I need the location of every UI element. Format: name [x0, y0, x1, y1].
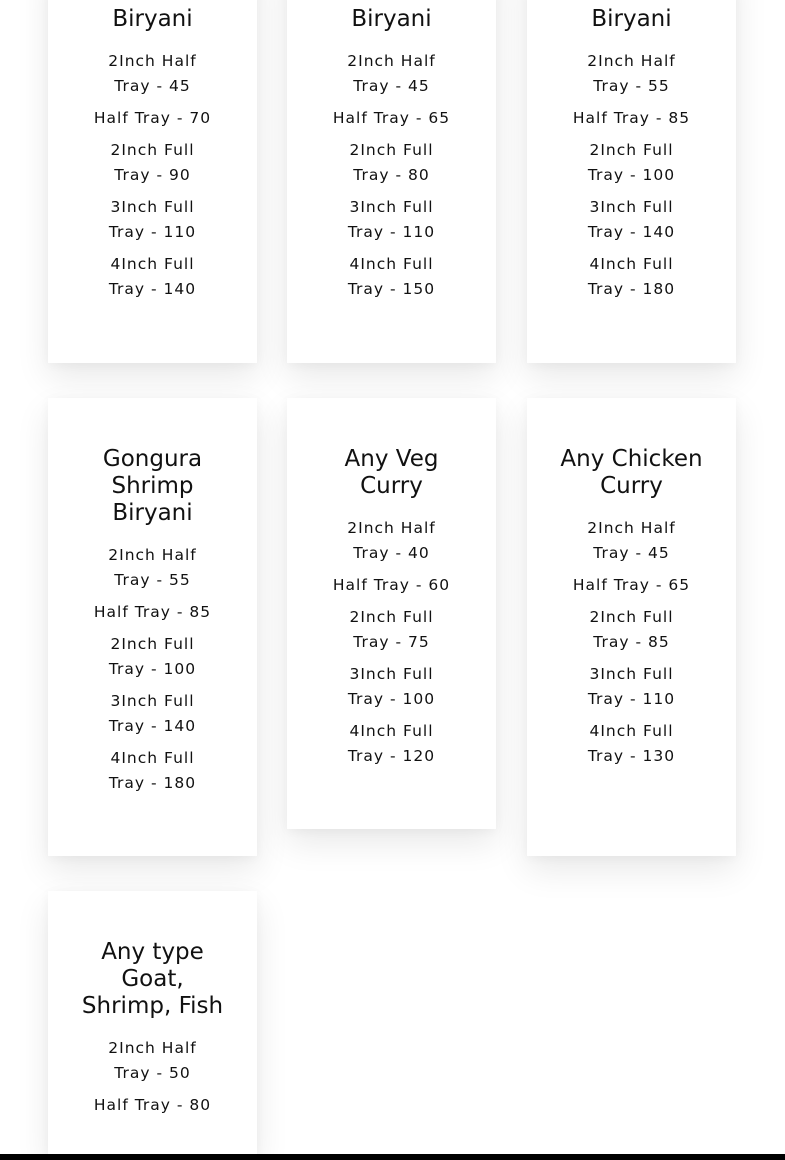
price-item: 2Inch Full Tray - 90	[110, 141, 195, 184]
price-item: 3Inch Full Tray - 110	[108, 198, 197, 241]
price-item: Half Tray - 85	[572, 109, 691, 127]
card-title: Any Chicken Curry	[560, 446, 703, 499]
price-list	[537, 516, 727, 769]
menu-card	[287, 0, 496, 363]
card-title: Biryani	[351, 6, 432, 32]
price-item: 3Inch Full Tray - 110	[587, 665, 676, 708]
menu-card	[48, 0, 257, 363]
price-item: 2Inch Half Tray - 55	[587, 52, 676, 95]
price-list	[58, 49, 248, 302]
price-item: 4Inch Full Tray - 180	[587, 255, 676, 298]
price-item: 2Inch Half Tray - 45	[108, 52, 197, 95]
price-item: 2Inch Half Tray - 40	[347, 519, 436, 562]
menu-card	[527, 398, 736, 856]
bottom-bar	[0, 1154, 785, 1160]
price-item: 4Inch Full Tray - 180	[108, 749, 197, 792]
price-list	[297, 516, 487, 769]
price-item: Half Tray - 60	[332, 576, 451, 594]
price-list	[58, 543, 248, 796]
menu-card	[527, 0, 736, 363]
price-item: Half Tray - 65	[572, 576, 691, 594]
price-item: 4Inch Full Tray - 140	[108, 255, 197, 298]
price-item: 2Inch Full Tray - 100	[108, 635, 197, 678]
price-item: 2Inch Full Tray - 80	[349, 141, 434, 184]
price-item: 2Inch Full Tray - 85	[589, 608, 674, 651]
price-item: Half Tray - 70	[93, 109, 212, 127]
price-item: 2Inch Half Tray - 45	[587, 519, 676, 562]
price-list	[297, 49, 487, 302]
price-item: 2Inch Half Tray - 50	[108, 1039, 197, 1082]
price-item: Half Tray - 85	[93, 603, 212, 621]
card-title: Any type Goat, Shrimp, Fish	[81, 939, 224, 1019]
price-item: 2Inch Half Tray - 45	[347, 52, 436, 95]
price-item: Half Tray - 80	[93, 1096, 212, 1114]
card-title: Any Veg Curry	[344, 446, 439, 499]
price-item: Half Tray - 65	[332, 109, 451, 127]
card-title: Biryani	[591, 6, 672, 32]
price-item: 3Inch Full Tray - 110	[347, 198, 436, 241]
price-item: 4Inch Full Tray - 120	[347, 722, 436, 765]
card-title: Biryani	[112, 6, 193, 32]
menu-card	[48, 398, 257, 856]
price-list	[58, 1036, 248, 1118]
card-title: Gongura Shrimp Biryani	[102, 446, 203, 526]
price-list	[537, 49, 727, 302]
menu-card	[287, 398, 496, 829]
price-item: 3Inch Full Tray - 140	[587, 198, 676, 241]
price-item: 4Inch Full Tray - 150	[347, 255, 436, 298]
price-item: 2Inch Half Tray - 55	[108, 546, 197, 589]
price-item: 3Inch Full Tray - 100	[347, 665, 436, 708]
price-item: 4Inch Full Tray - 130	[587, 722, 676, 765]
price-item: 2Inch Full Tray - 75	[349, 608, 434, 651]
price-item: 3Inch Full Tray - 140	[108, 692, 197, 735]
menu-card	[48, 891, 257, 1154]
price-item: 2Inch Full Tray - 100	[587, 141, 676, 184]
